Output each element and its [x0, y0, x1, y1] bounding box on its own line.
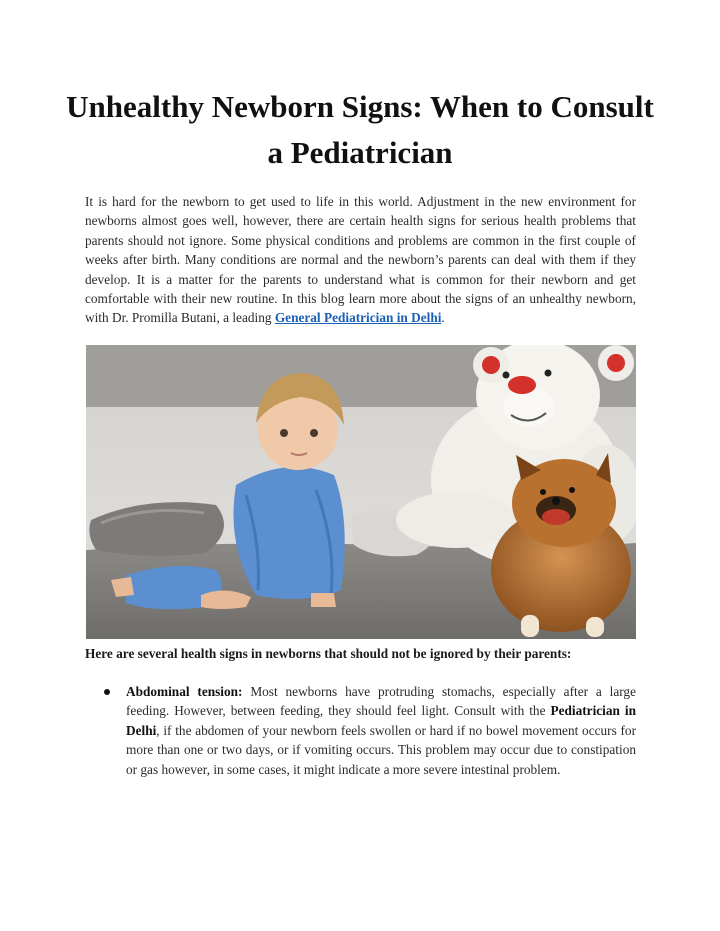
bullet-text-part-1: Most newborns have protruding stomachs, especially after a large feeding. However, between feeding, they should feel light. Consult with the — [126, 684, 636, 719]
intro-paragraph — [85, 192, 636, 328]
bullet-text — [126, 682, 636, 779]
photo-illustration — [86, 345, 636, 639]
bullet-text-part-2: , if the abdomen of your newborn feels swollen or hard if no bowel movement occurs for more than one or two days, or if vomiting occurs. This problem may occur due to constipation or gas however, in some cases, it might indicate a more severe intestinal problem. — [126, 722, 636, 777]
general-pediatrician-link[interactable]: General Pediatrician in Delhi — [274, 310, 442, 326]
section-heading: Here are several health signs in newborns that should not be ignored by their parents: — [85, 646, 572, 661]
page-title: Unhealthy Newborn Signs: When to Consult a Pediatrician — [66, 89, 654, 170]
bullet-dot-icon — [104, 689, 110, 695]
signs-list — [104, 682, 636, 779]
toddler-teddy-dog-photo — [86, 345, 636, 639]
intro-text: It is hard for the newborn to get used to life in this world. Adjustment in the new environment for newborns almost goes well, however, there are certain health signs for serious health problems that parents should not ignore. Some physical conditions and problems are common in the first couple of weeks after birth. Many conditions are normal and the newborn’s parents can deal with them if they develop. It is a matter for the parents to understand what is common for their newborn and get comfortable with their new routine. In this blog learn more about the signs of an unhealthy newborn, with Dr. Promilla Butani, a leading — [85, 194, 636, 326]
list-item — [104, 682, 636, 779]
intro-end: . — [441, 310, 445, 326]
bullet-bold-phrase: Pediatrician in Delhi — [126, 703, 637, 738]
bullet-term: Abdominal tension: — [126, 684, 243, 699]
